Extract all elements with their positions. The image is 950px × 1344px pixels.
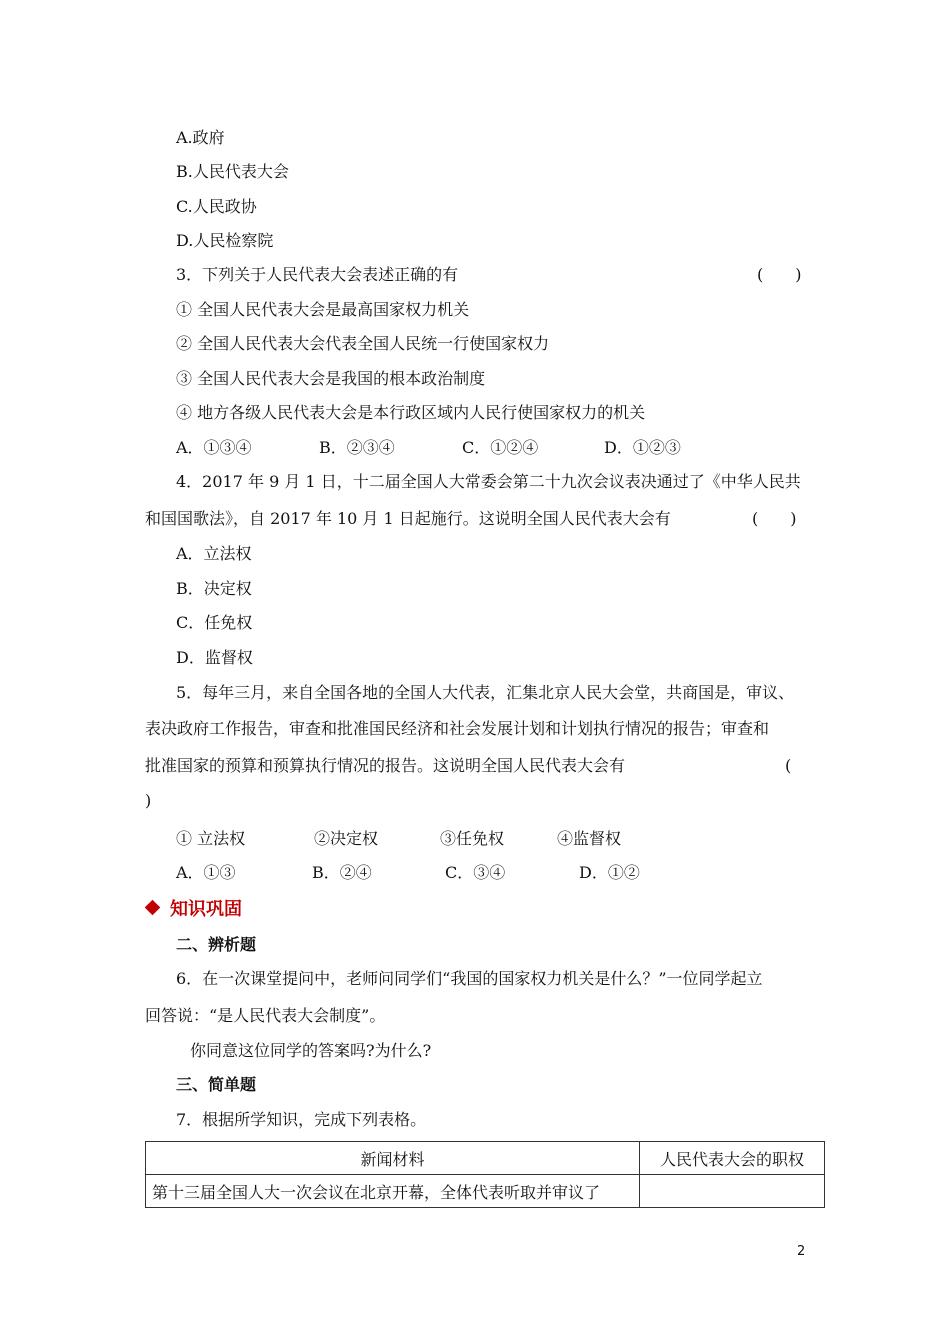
q5-stem-line2: 表决政府工作报告，审查和批准国民经济和社会发展计划和计划执行情况的报告；审查和	[145, 719, 770, 738]
q5-choice-a: A．①③	[176, 863, 236, 882]
table-header-news: 新闻材料	[146, 1142, 640, 1175]
q4-stem-line2: 和国国歌法》，自 2017 年 10 月 1 日起施行。这说明全国人民代表大会有	[145, 509, 671, 528]
q4-stem-line1: 4．2017 年 9 月 1 日，十二届全国人大常委会第二十九次会议表决通过了《中华人民共	[176, 472, 801, 491]
section-title: 知识巩固	[170, 899, 242, 920]
q5-item-4: ④监督权	[557, 829, 622, 848]
q5-stem-line1: 5．每年三月，来自全国各地的全国人大代表，汇集北京人民大会堂，共商国是，审议、	[176, 683, 795, 702]
q5-paren-open: (	[785, 756, 792, 775]
q2-option-b: B.人民代表大会	[176, 162, 289, 181]
q3-statement-4: ④ 地方各级人民代表大会是本行政区域内人民行使国家权力的机关	[176, 403, 646, 422]
q4-option-c: C．任免权	[176, 613, 253, 632]
q6-stem-line1: 6．在一次课堂提问中，老师问同学们“我国的国家权力机关是什么？”一位同学起立	[176, 969, 763, 988]
q7-stem: 7．根据所学知识，完成下列表格。	[176, 1110, 427, 1129]
q2-option-a: A.政府	[176, 128, 225, 147]
q6-question: 你同意这位同学的答案吗?为什么?	[190, 1041, 432, 1060]
q5-stem-line3: 批准国家的预算和预算执行情况的报告。这说明全国人民代表大会有	[145, 756, 626, 775]
table-cell-power[interactable]	[640, 1175, 825, 1208]
q3-choice-c: C．①②④	[462, 438, 539, 457]
q3-stem: 3．下列关于人民代表大会表述正确的有	[176, 265, 459, 284]
table-header-row	[146, 1142, 825, 1175]
q5-paren-close: )	[145, 791, 152, 810]
q4-answer-paren: ( )	[752, 509, 797, 528]
q5-item-1: ① 立法权	[176, 829, 246, 848]
q5-choice-d: D．①②	[579, 863, 640, 882]
q4-option-d: D．监督权	[176, 648, 253, 667]
q3-choice-b: B．②③④	[319, 438, 395, 457]
q3-statement-2: ② 全国人民代表大会代表全国人民统一行使国家权力	[176, 334, 550, 353]
q2-option-c: C.人民政协	[176, 197, 257, 216]
diamond-bullet-icon	[145, 900, 161, 916]
q5-choice-c: C．③④	[445, 863, 506, 882]
q3-choice-a: A．①③④	[176, 438, 252, 457]
q5-choice-b: B．②④	[312, 863, 372, 882]
q3-statement-1: ① 全国人民代表大会是最高国家权力机关	[176, 300, 470, 319]
q3-statement-3: ③ 全国人民代表大会是我国的根本政治制度	[176, 369, 486, 388]
table-header-power: 人民代表大会的职权	[640, 1142, 825, 1175]
q6-stem-line2: 回答说：“是人民代表大会制度”。	[145, 1006, 386, 1025]
table-cell-news: 第十三届全国人大一次会议在北京开幕，全体代表听取并审议了	[146, 1175, 640, 1208]
table-row	[146, 1175, 825, 1208]
page-number: 2	[797, 1244, 806, 1259]
answer-table	[145, 1141, 825, 1208]
q3-choice-d: D．①②③	[604, 438, 681, 457]
part2-heading: 二、辨析题	[176, 935, 257, 954]
q4-option-b: B．决定权	[176, 579, 252, 598]
q4-option-a: A．立法权	[176, 544, 252, 563]
q2-option-d: D.人民检察院	[176, 231, 274, 250]
part3-heading: 三、简单题	[176, 1075, 257, 1094]
q5-item-3: ③任免权	[440, 829, 505, 848]
q5-item-2: ②决定权	[314, 829, 379, 848]
section-heading	[147, 898, 242, 922]
q3-answer-paren: ( )	[757, 265, 802, 284]
